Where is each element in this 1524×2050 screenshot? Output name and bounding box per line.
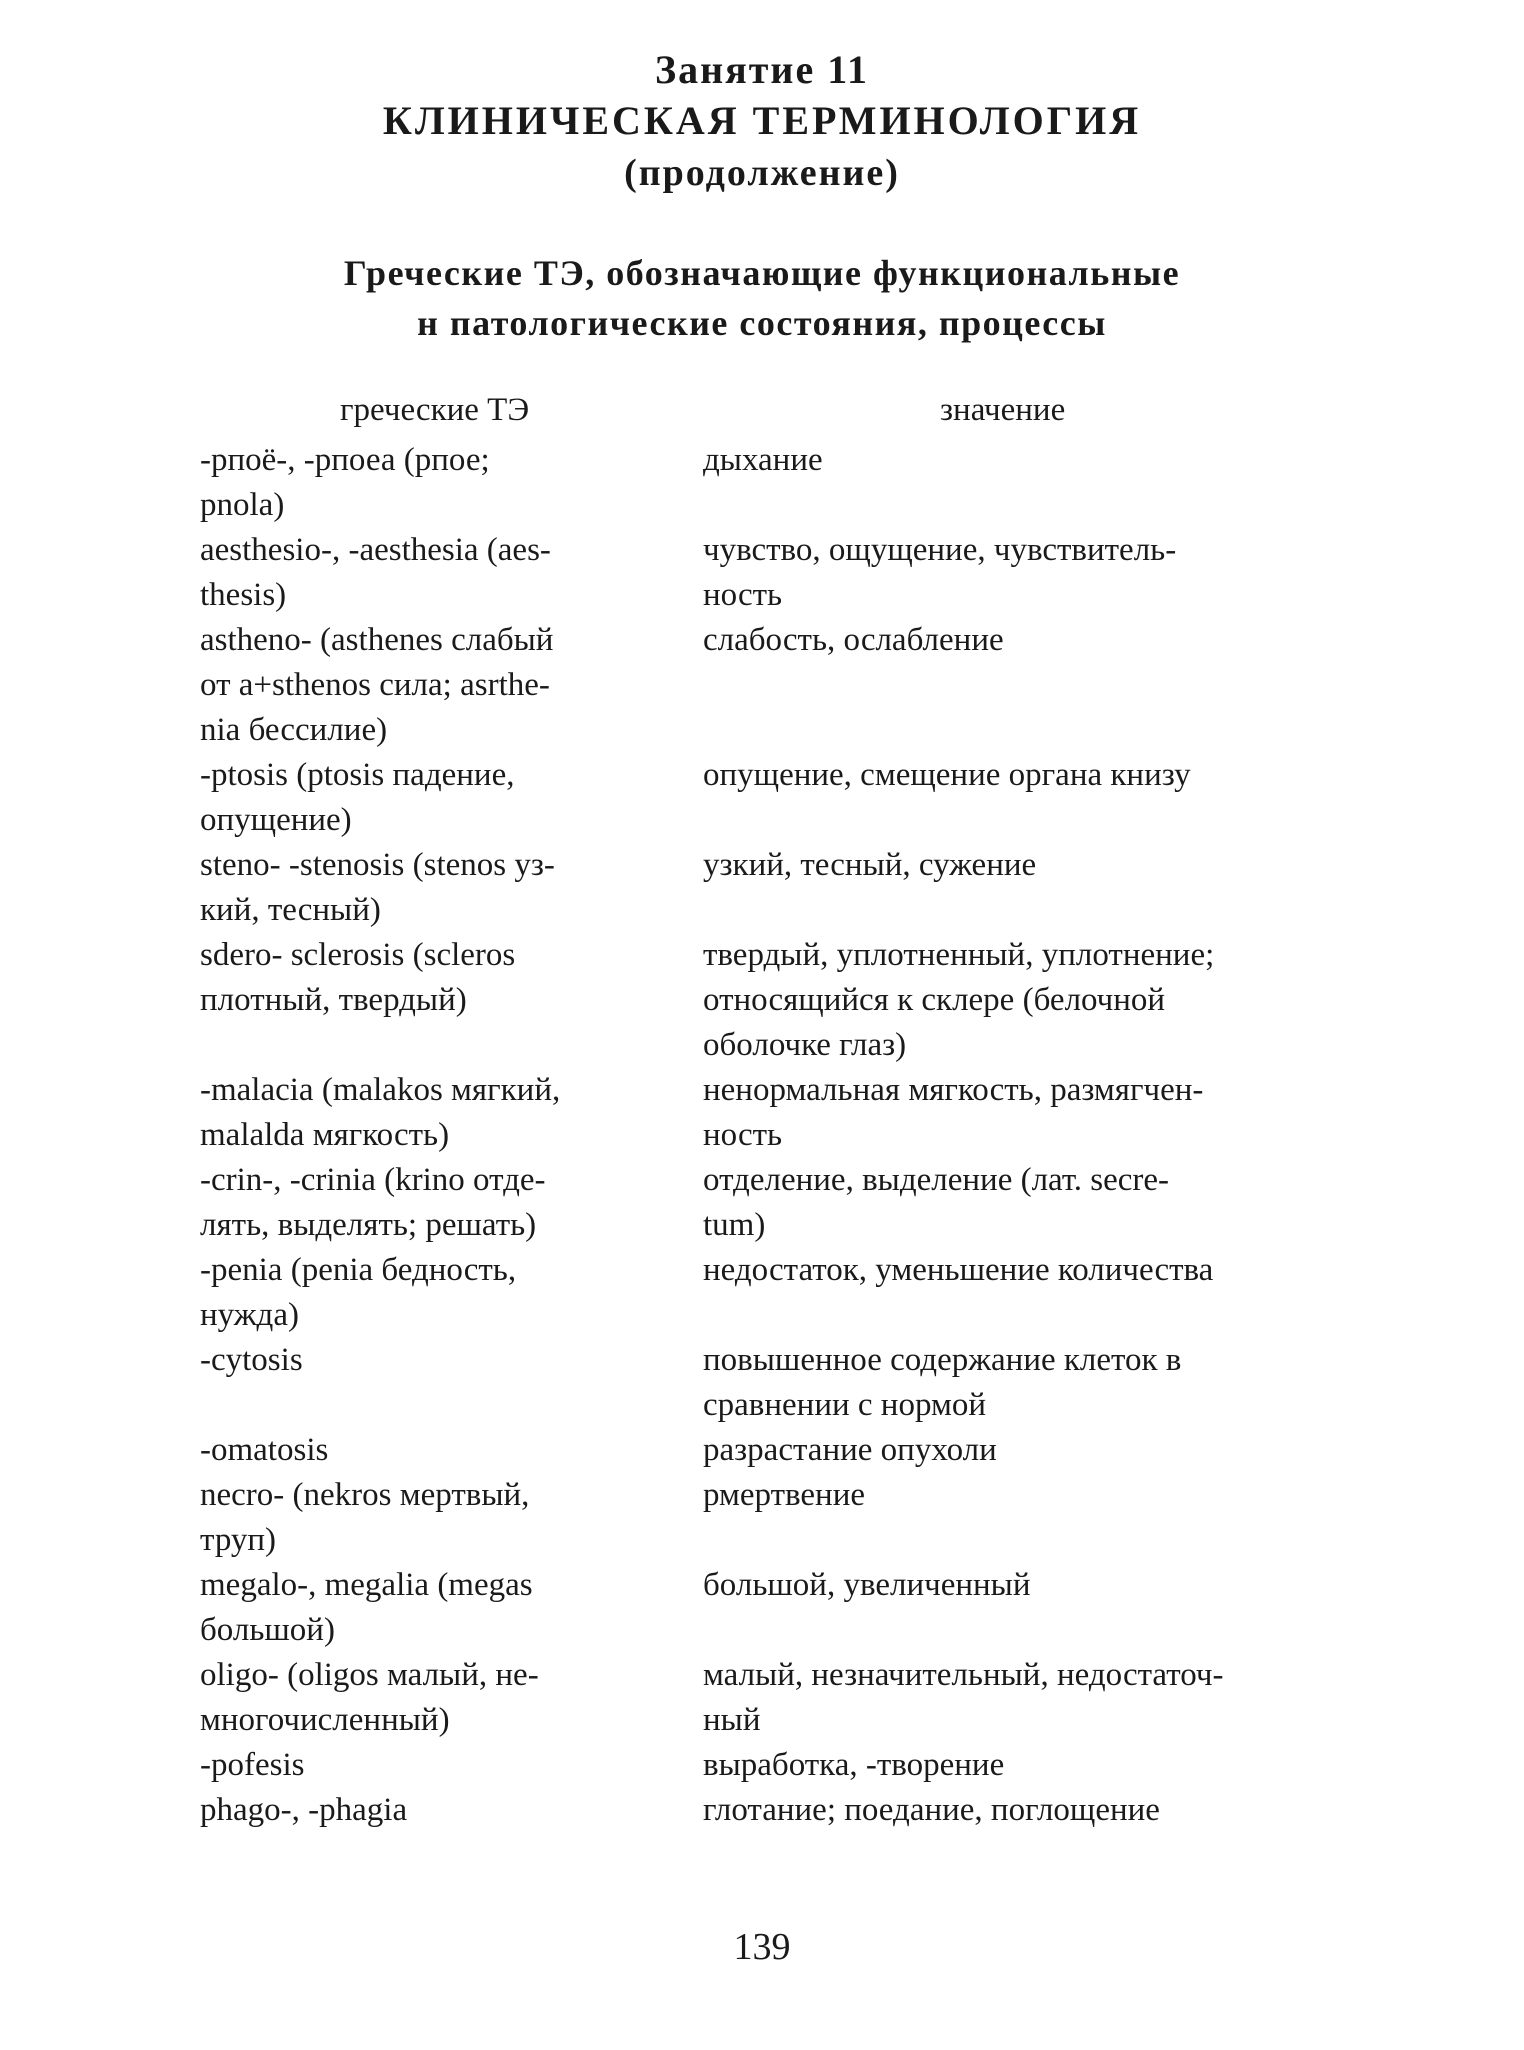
terminology-table — [200, 438, 1340, 1833]
section-subtitle-line-1: Греческие ТЭ, обозначающие функциональные — [343, 253, 1181, 293]
table-row — [200, 1743, 1340, 1788]
table-row — [200, 528, 1340, 618]
column-header-term: греческие ТЭ — [340, 392, 530, 428]
meaning-cell: большой, увеличенный — [703, 1567, 1031, 1603]
term-cell: aesthesio-, -aesthesia (aes- thesis) — [200, 532, 551, 613]
table-row — [200, 1248, 1340, 1338]
meaning-cell: малый, незначительный, недостаточ- ный — [703, 1657, 1224, 1738]
table-row — [200, 753, 1340, 843]
column-header-meaning: значение — [940, 392, 1066, 428]
table-row — [200, 618, 1340, 753]
table-row — [200, 1428, 1340, 1473]
term-cell: oligo- (oligos малый, не- многочисленный) — [200, 1657, 539, 1738]
meaning-cell: выработка, -творение — [703, 1747, 1005, 1783]
meaning-cell: повышенное содержание клеток в сравнении с нормой — [703, 1342, 1182, 1423]
meaning-cell: дыхание — [703, 442, 823, 478]
term-cell: -omatosis — [200, 1432, 329, 1468]
term-cell: necro- (nekros мертвый, труп) — [200, 1477, 530, 1558]
meaning-cell: недостаток, уменьшение количества — [703, 1252, 1214, 1288]
meaning-cell: разрастание опухоли — [703, 1432, 997, 1468]
term-cell: -ptosis (ptosis падение, опущение) — [200, 757, 515, 838]
term-cell: -malacia (malakos мягкий, malalda мягкость) — [200, 1072, 561, 1153]
lesson-heading: Занятие 11 — [654, 47, 870, 92]
table-row — [200, 438, 1340, 528]
table-row — [200, 1068, 1340, 1158]
section-subtitle-line-2: н патологические состояния, процессы — [417, 303, 1107, 343]
term-cell: astheno- (asthenes слабый от a+sthenos сила; asrthe- nia бессилие) — [200, 622, 554, 748]
term-cell: -cytosis — [200, 1342, 303, 1378]
table-row — [200, 843, 1340, 933]
table-row — [200, 1473, 1340, 1563]
continuation-note: (продолжение) — [624, 152, 900, 194]
meaning-cell: чувство, ощущение, чувствитель- ность — [703, 532, 1177, 613]
table-row — [200, 933, 1340, 1068]
table-row — [200, 1338, 1340, 1428]
page-number: 139 — [733, 1926, 791, 1968]
term-cell: sdero- sclerosis (scleros плотный, твердый) — [200, 937, 516, 1018]
term-cell: phago-, -phagia — [200, 1792, 408, 1828]
meaning-cell: ненормальная мягкость, размягчен- ность — [703, 1072, 1204, 1153]
meaning-cell: опущение, смещение органа книзу — [703, 757, 1191, 793]
meaning-cell: слабость, ослабление — [703, 622, 1004, 658]
table-row — [200, 1563, 1340, 1653]
meaning-cell: узкий, тесный, сужение — [703, 847, 1037, 883]
chapter-title: КЛИНИЧЕСКАЯ ТЕРМИНОЛОГИЯ — [382, 98, 1142, 143]
term-cell: -crin-, -crinia (krino отде- лять, выделять; решать) — [200, 1162, 546, 1243]
meaning-cell: твердый, уплотненный, уплотнение; относящийся к склере (белочной оболочке глаз) — [703, 937, 1215, 1063]
table-row — [200, 1788, 1340, 1833]
meaning-cell: отделение, выделение (лат. secre- tum) — [703, 1162, 1170, 1243]
table-row — [200, 1653, 1340, 1743]
table-row — [200, 1158, 1340, 1248]
term-cell: steno- -stenosis (stenos уз- кий, тесный) — [200, 847, 555, 928]
meaning-cell: глотание; поедание, поглощение — [703, 1792, 1160, 1828]
term-cell: -рпоё-, -рпоеа (рпое; pnola) — [200, 442, 490, 523]
term-cell: -pofesis — [200, 1747, 305, 1783]
term-cell: megalo-, megalia (megas большой) — [200, 1567, 533, 1648]
term-cell: -penia (penia бедность, нужда) — [200, 1252, 517, 1333]
meaning-cell: рмертвение — [703, 1477, 866, 1513]
